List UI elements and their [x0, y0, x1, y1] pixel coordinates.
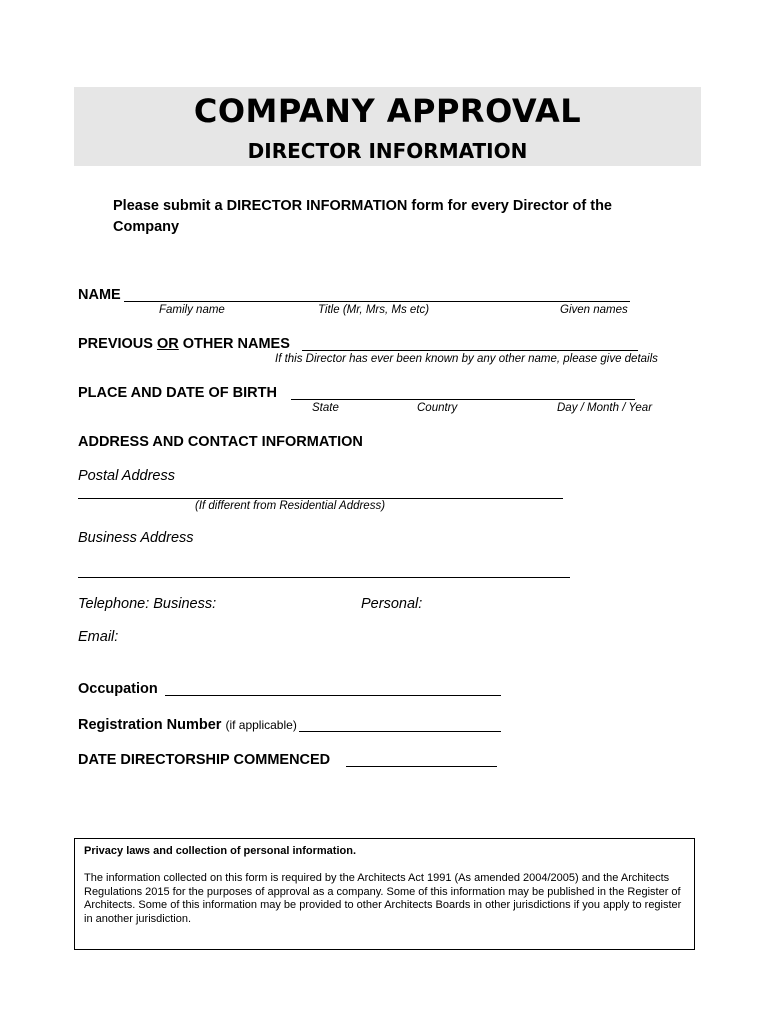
registration-label-text: Registration Number — [78, 717, 222, 733]
directorship-label: DATE DIRECTORSHIP COMMENCED — [78, 752, 331, 768]
name-field-line[interactable] — [124, 301, 630, 302]
privacy-body: The information collected on this form is required by the Architects Act 1991 (As amended 2004/2005) and the Architects Regulations 2015 for the purposes of approval as a company. Some of this information may be published in the Register of Architects. Some of this information may be provided to other Architects Boards in other jurisdictions if you apply to register in another jurisdiction. — [84, 872, 682, 925]
registration-field-line[interactable] — [299, 731, 501, 732]
family-name-hint: Family name — [159, 304, 225, 316]
previous-label-part1: PREVIOUS — [78, 336, 157, 352]
email-label: Email: — [78, 629, 119, 645]
previous-names-field-line[interactable] — [302, 350, 638, 351]
intro-text: Please submit a DIRECTOR INFORMATION form for every Director of the Company — [113, 198, 612, 235]
occupation-label: Occupation — [78, 681, 158, 697]
business-address-label: Business Address — [78, 530, 194, 546]
directorship-field-line[interactable] — [346, 766, 497, 767]
registration-note: (if applicable) — [225, 718, 297, 732]
given-names-hint: Given names — [560, 304, 628, 316]
previous-names-label — [78, 336, 290, 352]
birth-label: PLACE AND DATE OF BIRTH — [78, 385, 277, 401]
privacy-title: Privacy laws and collection of personal information. — [84, 845, 357, 857]
registration-label — [78, 717, 297, 733]
postal-address-hint: (If different from Residential Address) — [195, 500, 386, 512]
occupation-field-line[interactable] — [165, 695, 501, 696]
country-hint: Country — [417, 402, 458, 414]
previous-label-or: OR — [156, 336, 179, 352]
title-hint: Title (Mr, Mrs, Ms etc) — [318, 304, 430, 316]
postal-address-label: Postal Address — [78, 468, 175, 484]
date-hint: Day / Month / Year — [557, 402, 653, 414]
birth-field-line[interactable] — [291, 399, 635, 400]
form-subtitle: DIRECTOR INFORMATION — [247, 139, 528, 163]
previous-names-hint: If this Director has ever been known by any other name, please give details — [275, 353, 658, 365]
form-title: COMPANY APPROVAL — [193, 92, 582, 130]
name-label: NAME — [78, 287, 121, 303]
previous-label-part2: OTHER NAMES — [178, 336, 290, 352]
telephone-personal-label: Personal: — [361, 596, 423, 612]
state-hint: State — [312, 402, 339, 414]
address-heading: ADDRESS AND CONTACT INFORMATION — [78, 434, 363, 450]
postal-address-field-line[interactable] — [78, 498, 563, 499]
business-address-field-line[interactable] — [78, 577, 570, 578]
telephone-business-label: Telephone: Business: — [78, 596, 217, 612]
